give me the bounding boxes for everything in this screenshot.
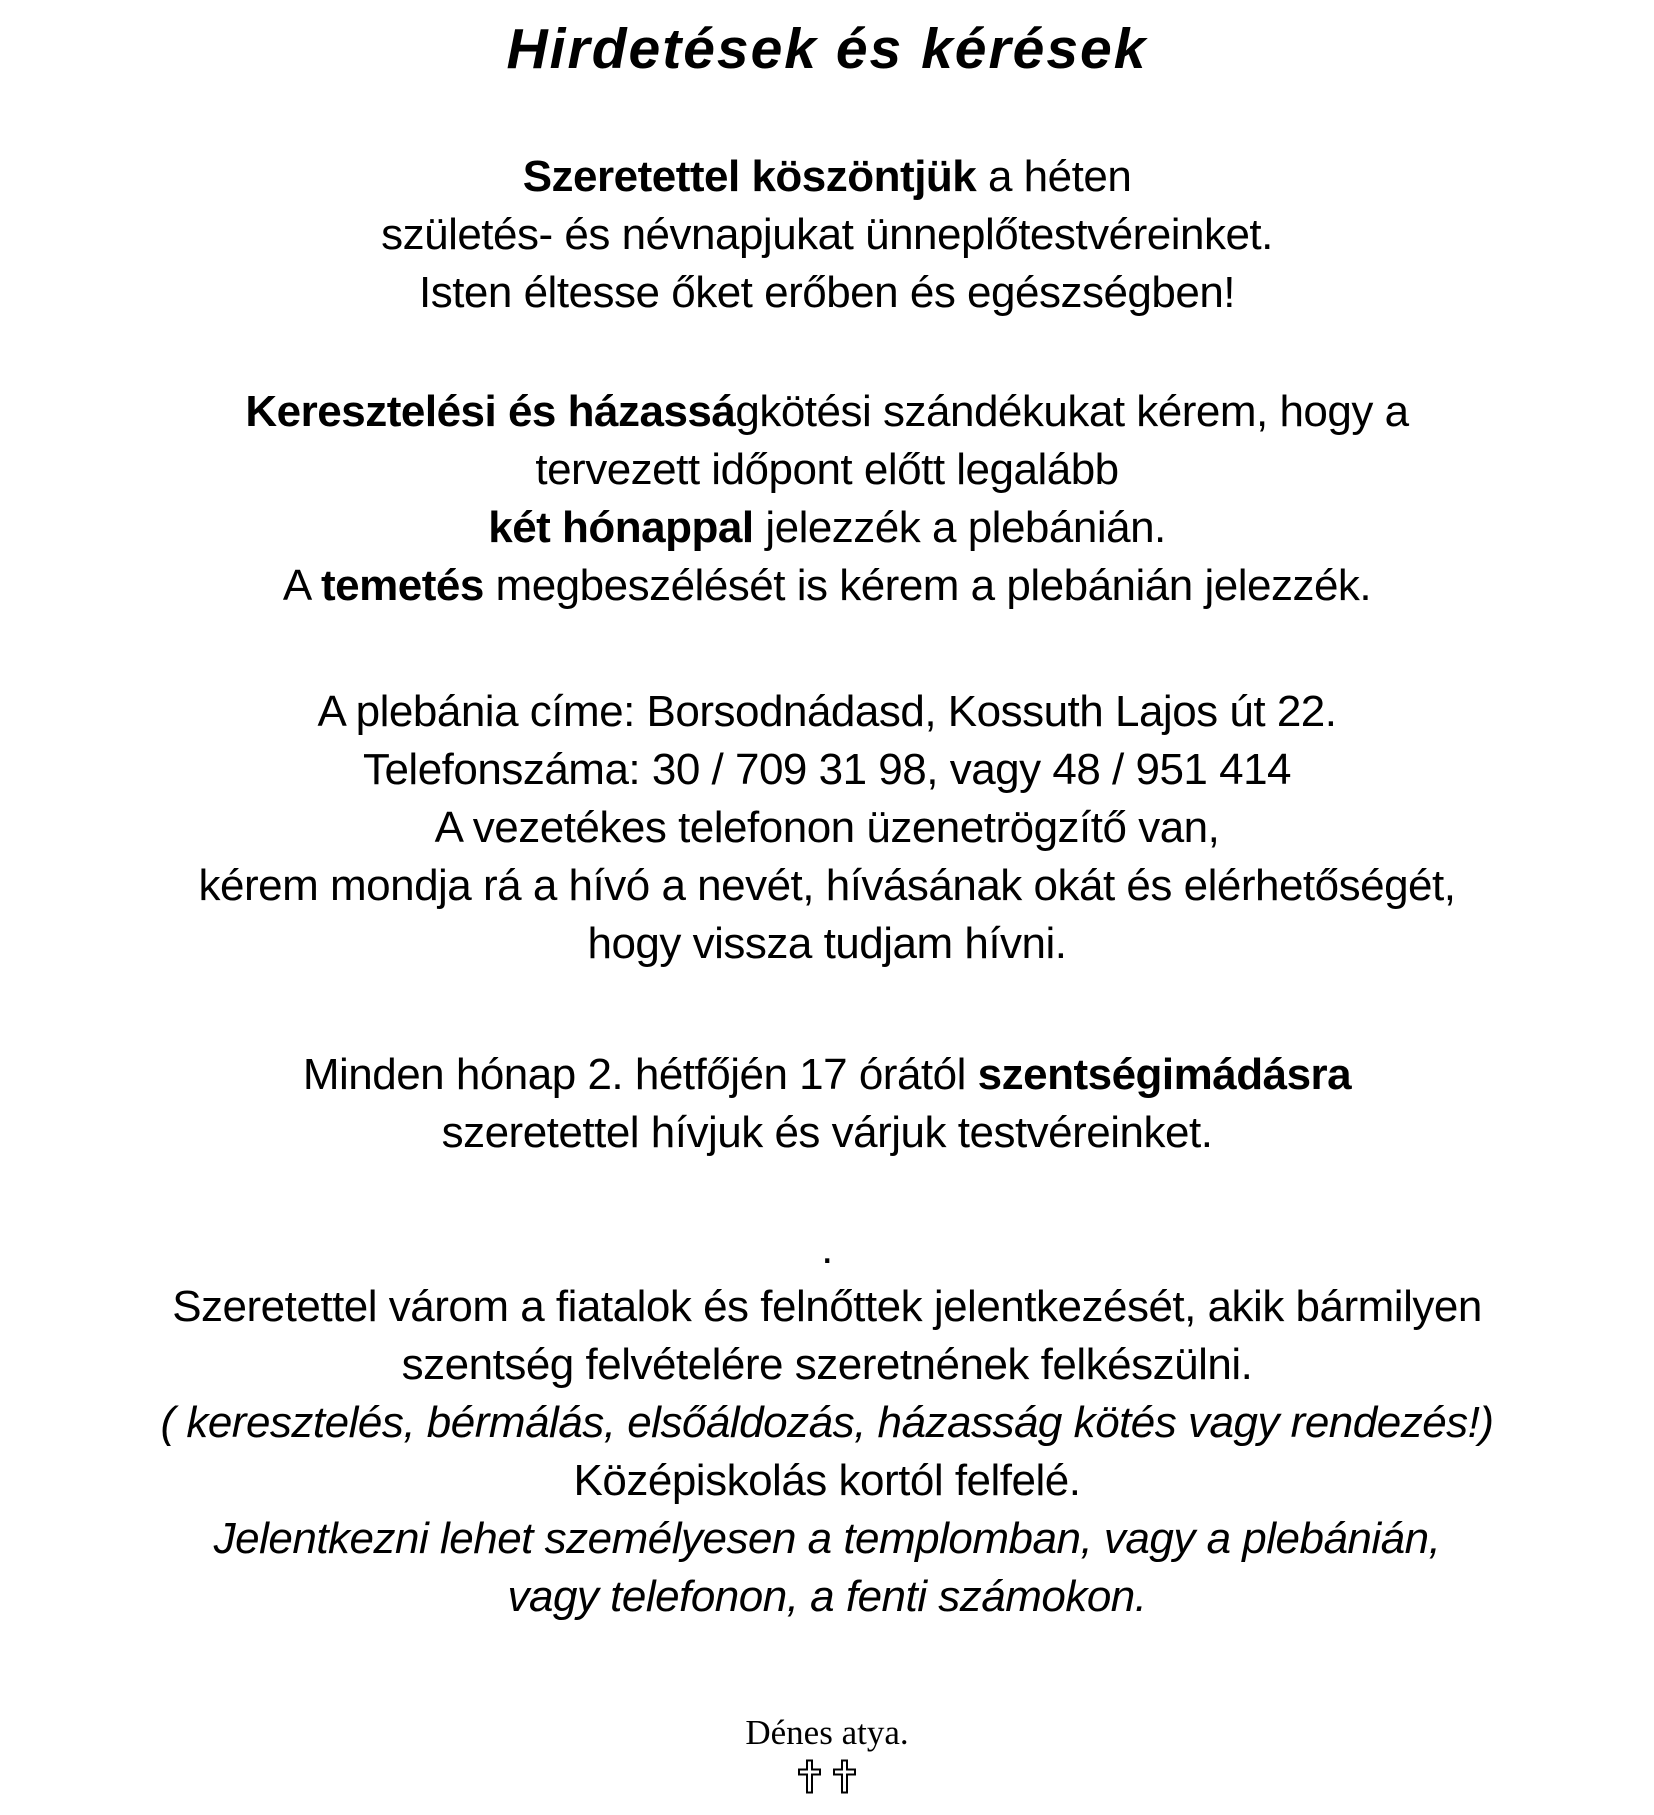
text-line xyxy=(0,799,1654,857)
text-line xyxy=(0,264,1654,322)
text-segment: Minden hónap 2. hétfőjén 17 órától xyxy=(302,1050,978,1099)
text-segment: ( keresztelés, bérmálás, elsőáldozás, házasság kötés vagy rendezés!) xyxy=(160,1398,1494,1447)
text-segment: megbeszélését is kérem a plebánián jelezzék. xyxy=(483,561,1372,610)
text-line xyxy=(0,206,1654,264)
text-line xyxy=(0,557,1654,615)
page-title: Hirdetések és kérések xyxy=(506,17,1148,81)
text-line xyxy=(0,1394,1654,1452)
paragraph-parish-contact xyxy=(0,683,1654,973)
text-segment: Középiskolás kortól felfelé. xyxy=(573,1456,1081,1505)
text-segment: tervezett időpont előtt legalább xyxy=(535,445,1119,494)
text-line xyxy=(0,741,1654,799)
text-line xyxy=(0,857,1654,915)
latin-cross-icon xyxy=(797,1759,822,1794)
text-segment: Jelentkezni lehet személyesen a templomban, vagy a plebánián, xyxy=(213,1514,1441,1563)
paragraph-adoration xyxy=(0,1046,1654,1162)
text-line xyxy=(0,1278,1654,1336)
text-line xyxy=(0,441,1654,499)
text-segment: temetés xyxy=(321,561,484,610)
text-segment: . xyxy=(821,1224,833,1273)
text-segment: a héten xyxy=(976,152,1132,201)
text-line xyxy=(0,915,1654,973)
text-segment: Szeretettel köszöntjük xyxy=(522,152,977,201)
text-segment: születés- és névnapjukat ünneplőtestvéreinket. xyxy=(381,210,1273,259)
text-segment: Telefonszáma: 30 / 709 31 98, vagy 48 / 951 414 xyxy=(362,745,1292,794)
text-segment: Szeretettel várom a fiatalok és felnőttek jelentkezését, akik bármilyen xyxy=(172,1282,1482,1331)
crosses-row xyxy=(0,1759,1654,1797)
text-line xyxy=(0,1220,1654,1278)
signature: Dénes atya. xyxy=(745,1713,909,1752)
text-segment: A plebánia címe: Borsodnádasd, Kossuth Lajos út 22. xyxy=(317,687,1337,736)
text-segment: szeretettel hívjuk és várjuk testvéreinket. xyxy=(441,1108,1213,1157)
document-body xyxy=(0,148,1654,1626)
text-segment: kérem mondja rá a hívó a nevét, hívásának okát és elérhetőségét, xyxy=(198,861,1456,910)
text-line xyxy=(0,499,1654,557)
text-segment: A xyxy=(282,561,321,610)
text-segment: A vezetékes telefonon üzenetrögzítő van, xyxy=(434,803,1220,852)
text-line xyxy=(0,1510,1654,1568)
paragraph-greeting xyxy=(0,148,1654,322)
text-line xyxy=(0,1568,1654,1626)
text-line xyxy=(0,1104,1654,1162)
text-segment: hogy vissza tudjam hívni. xyxy=(587,919,1067,968)
text-segment: Isten éltesse őket erőben és egészségben! xyxy=(418,268,1236,317)
text-line xyxy=(0,1336,1654,1394)
text-line xyxy=(0,383,1654,441)
text-segment: jelezzék a plebánián. xyxy=(753,503,1166,552)
text-segment: gkötési szándékukat kérem, hogy a xyxy=(735,387,1409,436)
paragraph-baptism-wedding-funeral xyxy=(0,383,1654,615)
text-segment: két hónappal xyxy=(488,503,754,552)
text-line xyxy=(0,148,1654,206)
text-line xyxy=(0,1452,1654,1510)
text-segment: szentség felvételére szeretnének felkészülni. xyxy=(401,1340,1253,1389)
text-line xyxy=(0,1046,1654,1104)
text-segment: vagy telefonon, a fenti számokon. xyxy=(507,1572,1147,1621)
text-segment: Keresztelési és házassá xyxy=(245,387,736,436)
latin-cross-icon xyxy=(832,1759,857,1794)
text-segment: szentségimádásra xyxy=(977,1050,1352,1099)
paragraph-sacrament-preparation xyxy=(0,1220,1654,1626)
text-line xyxy=(0,683,1654,741)
